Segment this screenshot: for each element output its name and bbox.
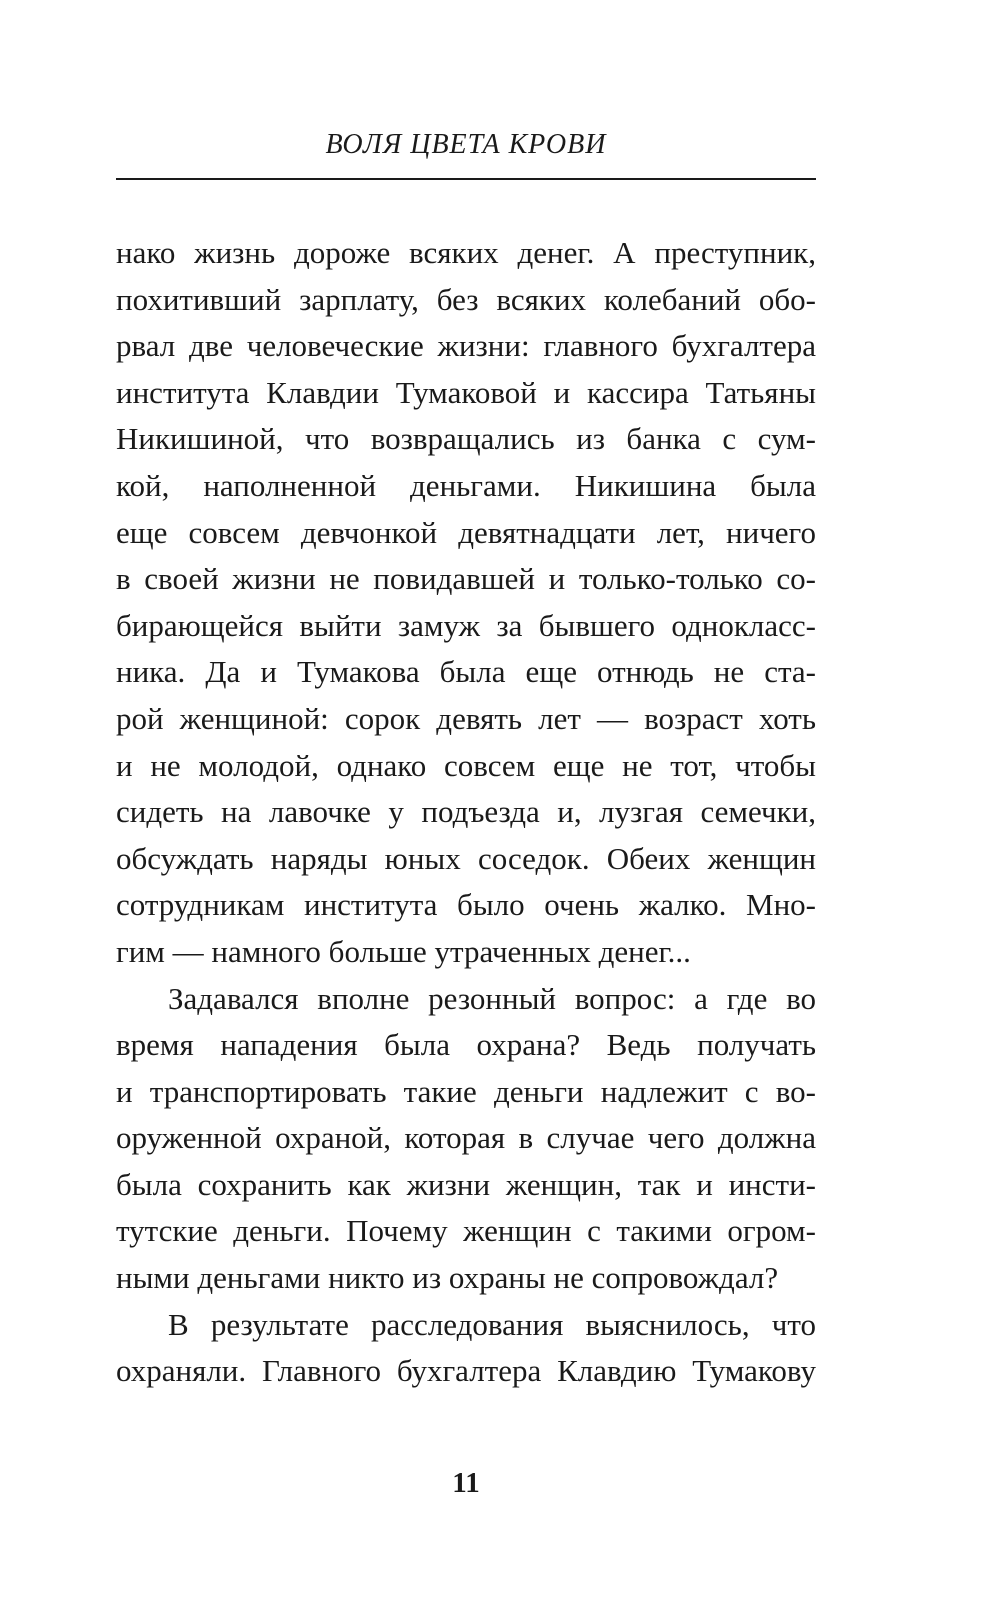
text-line: нако жизнь дороже всяких денег. А преступник, <box>116 235 816 270</box>
text-line: рой женщиной: сорок девять лет — возраст хоть <box>116 700 816 736</box>
text-line: и не молодой, однако совсем еще не тот, чтобы <box>116 747 816 783</box>
text-line: бирающейся выйти замуж за бывшего однокласс- <box>116 607 816 643</box>
running-title: ВОЛЯ ЦВЕТА КРОВИ <box>325 129 607 160</box>
text-line: сидеть на лавочке у подъезда и, лузгая семечки, <box>116 794 816 830</box>
text-line: Никишиной, что возвращались из банка с сум- <box>116 421 816 457</box>
text-line: охраняли. Главного бухгалтера Клавдию Тумакову <box>116 1353 816 1389</box>
text-line: рвал две человеческие жизни: главного бухгалтера <box>116 328 816 364</box>
text-line: еще совсем девчонкой девятнадцати лет, ничего <box>116 514 816 550</box>
text-line: В результате расследования выяснилось, что <box>168 1306 816 1342</box>
text-line: ника. Да и Тумакова была еще отнюдь не ста- <box>116 654 816 690</box>
text-line: и транспортировать такие деньги надлежит с во- <box>116 1073 816 1109</box>
body-text <box>116 230 816 1395</box>
page-number: 11 <box>452 1467 480 1499</box>
text-line: в своей жизни не повидавшей и только-только со- <box>116 561 816 597</box>
text-line: время нападения была охрана? Ведь получать <box>116 1027 816 1063</box>
text-line: оруженной охраной, которая в случае чего должна <box>116 1120 816 1156</box>
text-line: гим — намного больше утраченных денег... <box>116 933 691 969</box>
text-line: кой, наполненной деньгами. Никишина была <box>116 467 816 503</box>
text-line: института Клавдии Тумаковой и кассира Татьяны <box>116 374 816 410</box>
text-line: Задавался вполне резонный вопрос: а где во <box>168 980 816 1016</box>
text-line: обсуждать наряды юных соседок. Обеих женщин <box>116 840 816 876</box>
text-line: сотрудникам института было очень жалко. Мно- <box>116 887 816 923</box>
text-line: тутские деньги. Почему женщин с такими огром- <box>116 1213 816 1249</box>
text-line: ными деньгами никто из охраны не сопровождал? <box>116 1260 779 1296</box>
header-rule <box>116 178 816 180</box>
text-line: была сохранить как жизни женщин, так и инсти- <box>116 1166 816 1202</box>
text-line: похитивший зарплату, без всяких колебаний обо- <box>116 281 816 317</box>
